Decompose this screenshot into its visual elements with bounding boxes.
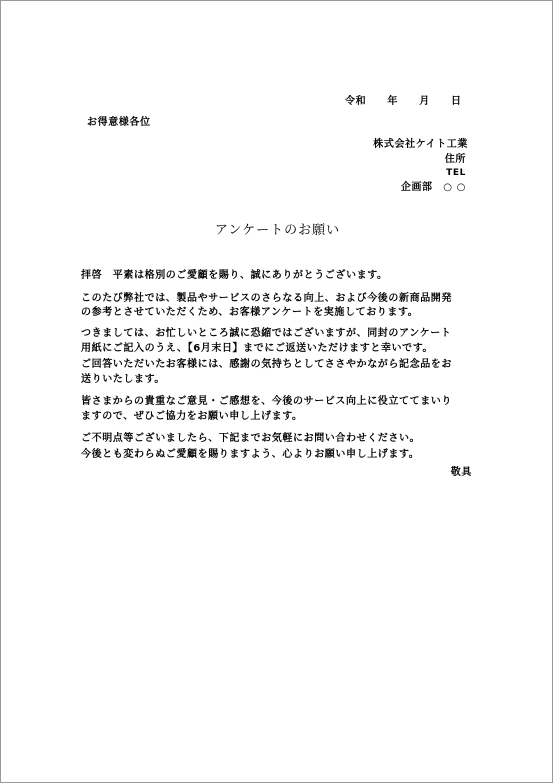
body-line: ますので、ぜひご協力をお願い申し上げます。 bbox=[81, 411, 303, 422]
body-line: ご回答いただいたお客様には、感謝の気持ちとしてささやかながら記念品をお bbox=[81, 359, 452, 370]
sender-department: 企画部 ○ ○ bbox=[400, 182, 466, 193]
body-line: つきましては、お忙しいところ誠に恐縮ではございますが、同封のアンケート bbox=[81, 328, 452, 339]
body-line: の参考とさせていただくため、お客様アンケートを実施しております。 bbox=[81, 307, 419, 318]
sender-company: 株式会社ケイト工業 bbox=[373, 139, 468, 150]
date-line: 令和 年 月 日 bbox=[345, 96, 462, 107]
body-line: このたび弊社では、製品やサービスのさらなる向上、および今後の新商品開発 bbox=[81, 293, 452, 304]
closing: 敬具 bbox=[450, 467, 472, 478]
body-line: 送りいたします。 bbox=[81, 374, 165, 385]
body-line: 今後とも変わらぬご愛顧を賜りますよう、心よりお願い申し上げます。 bbox=[81, 449, 420, 460]
document-title: アンケートのお願い bbox=[214, 223, 341, 238]
body-line: 皆さまからの貴重なご意見・ご感想を、今後のサービス向上に役立ててまいり bbox=[81, 396, 452, 407]
body-line-greeting: 拝啓 平素は格別のご愛顧を賜り、誠にありがとうございます。 bbox=[81, 270, 388, 281]
body-line: 用紙にご記入のうえ、【6月末日】までにご返送いただけますと幸いです。 bbox=[81, 343, 434, 354]
recipient: お得意様各位 bbox=[87, 117, 151, 128]
body-line: ご不明点等ございましたら、下記までお気軽にお問い合わせください。 bbox=[81, 433, 421, 444]
sender-address-label: 住所 bbox=[444, 154, 466, 165]
sender-tel-label: TEL bbox=[446, 168, 466, 178]
